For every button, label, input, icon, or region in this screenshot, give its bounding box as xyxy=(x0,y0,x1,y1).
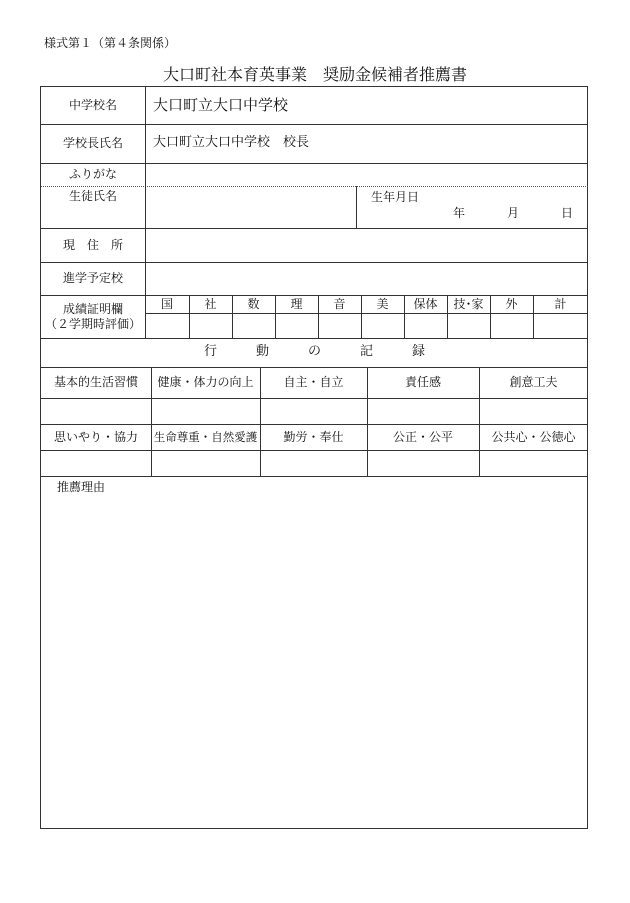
behavior-item: 責任感 xyxy=(404,375,441,389)
principal-name-label: 学校長氏名 xyxy=(62,136,123,150)
grade-cell[interactable] xyxy=(448,314,490,338)
subject-header: 保体 xyxy=(413,296,438,311)
behavior-item: 健康・体力の向上 xyxy=(157,375,254,389)
birthdate-month-unit: 月 xyxy=(506,205,519,220)
subject-header: 国 xyxy=(160,296,173,311)
subject-header: 数 xyxy=(247,296,260,311)
grades-label-line1: 成績証明欄 xyxy=(62,301,123,316)
form-reference: 様式第１（第４条関係） xyxy=(44,36,177,50)
birthdate-label: 生年月日 xyxy=(371,189,420,204)
behavior-mark-cell[interactable] xyxy=(152,399,260,424)
behavior-mark-cell[interactable] xyxy=(368,451,479,476)
grade-cell[interactable] xyxy=(362,314,404,338)
furigana-label: ふりがな xyxy=(68,167,117,181)
grade-cell[interactable] xyxy=(190,314,232,338)
recommendation-reason-field[interactable] xyxy=(42,497,587,827)
behavior-mark-cell[interactable] xyxy=(42,451,151,476)
grade-cell[interactable] xyxy=(146,314,189,338)
furigana-field[interactable] xyxy=(146,164,588,186)
behavior-item: 創意工夫 xyxy=(509,375,558,389)
subject-header: 外 xyxy=(505,296,518,311)
subject-header: 美 xyxy=(376,296,389,311)
planned-school-label: 進学予定校 xyxy=(62,271,123,285)
behavior-mark-cell[interactable] xyxy=(261,399,367,424)
grade-cell[interactable] xyxy=(534,314,588,338)
behavior-item: 公正・公平 xyxy=(392,429,453,444)
birthdate-divider xyxy=(356,186,357,228)
address-field[interactable] xyxy=(146,229,588,262)
school-name-label: 中学校名 xyxy=(68,98,117,112)
behavior-item: 自主・自立 xyxy=(283,375,344,389)
behavior-mark-cell[interactable] xyxy=(152,451,260,476)
behavior-mark-cell[interactable] xyxy=(42,399,151,424)
behavior-item: 公共心・公徳心 xyxy=(491,429,576,444)
grade-cell[interactable] xyxy=(319,314,361,338)
student-name-label: 生徒氏名 xyxy=(68,188,117,203)
row-divider xyxy=(41,476,588,477)
subject-header: 社 xyxy=(204,296,217,311)
grade-cell[interactable] xyxy=(491,314,533,338)
behavior-record-title: 行 動 の 記 録 xyxy=(203,344,425,360)
school-name-value[interactable]: 大口町立大口中学校 xyxy=(153,96,289,115)
behavior-item: 勤労・奉仕 xyxy=(283,429,344,444)
behavior-item: 思いやり・協力 xyxy=(53,429,138,444)
grade-cell[interactable] xyxy=(405,314,447,338)
document-title: 大口町社本育英事業 奨励金候補者推薦書 xyxy=(162,65,467,84)
behavior-mark-cell[interactable] xyxy=(480,399,588,424)
planned-school-field[interactable] xyxy=(146,263,588,295)
behavior-item: 生命尊重・自然愛護 xyxy=(153,429,258,444)
principal-name-value[interactable]: 大口町立大口中学校 校長 xyxy=(153,135,310,151)
address-label: 現 住 所 xyxy=(62,237,123,252)
grades-label-line2: （２学期時評価） xyxy=(44,316,141,331)
grade-cell[interactable] xyxy=(276,314,318,338)
form-frame xyxy=(40,86,588,829)
behavior-mark-cell[interactable] xyxy=(480,451,588,476)
student-name-field[interactable] xyxy=(146,187,356,228)
subject-header: 技･家 xyxy=(453,296,484,311)
subject-header: 理 xyxy=(290,296,303,311)
behavior-item: 基本的生活習慣 xyxy=(53,375,138,389)
subject-header: 計 xyxy=(554,296,567,311)
recommendation-reason-label: 推薦理由 xyxy=(57,479,106,494)
subject-header: 音 xyxy=(333,296,346,311)
birthdate-day-unit: 日 xyxy=(560,205,573,220)
behavior-mark-cell[interactable] xyxy=(368,399,479,424)
behavior-mark-cell[interactable] xyxy=(261,451,367,476)
birthdate-year-unit: 年 xyxy=(452,205,465,220)
grade-cell[interactable] xyxy=(233,314,275,338)
grades-label xyxy=(41,295,145,338)
